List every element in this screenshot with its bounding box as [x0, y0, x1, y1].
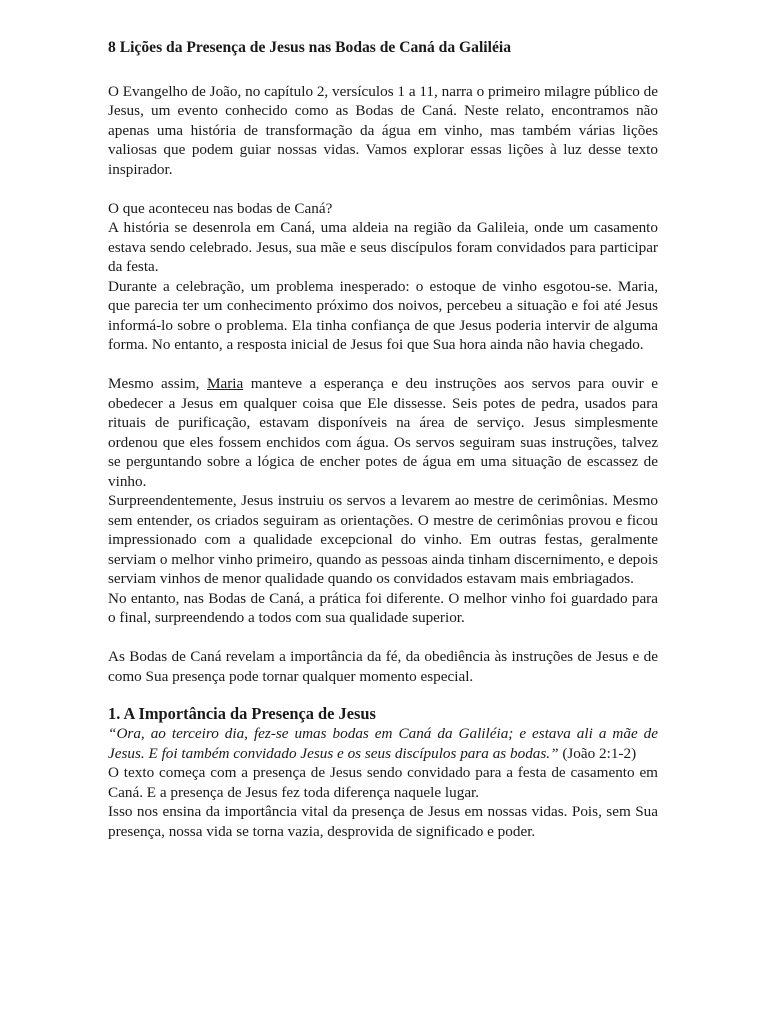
paragraph-6: As Bodas de Caná revelam a importância da fé, da obediência às instruções de Jesus e de como Sua presença pode tornar qualquer momento especial.: [108, 648, 658, 685]
paragraph-1: A história se desenrola em Caná, uma aldeia na região da Galileia, onde um casamento estava sendo celebrado. Jesus, sua mãe e seus discípulos foram convidados para participar da festa.: [108, 219, 658, 275]
quote-1-text: “Ora, ao terceiro dia, fez-se umas bodas em Caná da Galiléia; e estava ali a mãe de Jesus. E foi também convidado Jesus e os seus discípulos para as bodas.”: [108, 725, 658, 762]
quote-1: [108, 724, 658, 763]
maria-link[interactable]: Maria: [206, 375, 244, 392]
section-1-heading: 1. A Importância da Presença de Jesus: [108, 704, 376, 723]
paragraph-8: Isso nos ensina da importância vital da presença de Jesus em nossas vidas. Pois, sem Sua presença, nossa vida se torna vazia, desprovida de significado e poder.: [108, 803, 658, 840]
paragraph-5: No entanto, nas Bodas de Caná, a prática foi diferente. O melhor vinho foi guardado para o final, surpreendendo a todos com sua qualidade superior.: [108, 589, 658, 626]
paragraph-4: Surpreendentemente, Jesus instruiu os servos a levarem ao mestre de cerimônias. Mesmo sem entender, os criados seguiram as orientações. O mestre de cerimônias provou e ficou impressionado com a qualidade excepcional do vinho. Em outras festas, geralmente serviam o melhor vinho primeiro, quando as pessoas ainda tinham discernimento, e depois serviam vinhos de menor qualidade quando os convidados estavam mais embriagados.: [108, 492, 658, 587]
document-title: 8 Lições da Presença de Jesus nas Bodas de Caná da Galiléia: [108, 39, 512, 56]
document-page: [108, 38, 658, 841]
paragraph-3-start: Mesmo assim,: [108, 375, 207, 392]
paragraph-2: Durante a celebração, um problema inesperado: o estoque de vinho esgotou-se. Maria, que parecia ter um conhecimento próximo dos noivos, percebeu a situação e foi até Jesus informá-lo sobre o problema. Ela tinha confiança de que Jesus poderia intervir de alguma forma. No entanto, a resposta inicial de Jesus foi que Sua hora ainda não havia chegado.: [108, 277, 658, 353]
quote-1-reference: (João 2:1-2): [558, 744, 637, 762]
intro-paragraph: O Evangelho de João, no capítulo 2, versículos 1 a 11, narra o primeiro milagre público de Jesus, um evento conhecido como as Bodas de Caná. Neste relato, encontramos não apenas uma história de transformação da água em vinho, mas também várias lições valiosas que podem guiar nossas vidas. Vamos explorar essas lições à luz desse texto inspirador.: [108, 82, 658, 178]
paragraph-3: [108, 374, 658, 491]
paragraph-3-rest: manteve a esperança e deu instruções aos servos para ouvir e obedecer a Jesus em qualquer coisa que Ele dissesse. Seis potes de pedra, usados para rituais de purificação, estavam disponíveis na área de serviço. Jesus simplesmente ordenou que eles fossem enchidos com água. Os servos seguiram suas instruções, talvez se perguntando sobre a lógica de encher potes de água em uma situação de escassez de vinho.: [108, 375, 658, 490]
paragraph-7: O texto começa com a presença de Jesus sendo convidado para a festa de casamento em Caná. E a presença de Jesus fez toda diferença naquele lugar.: [108, 764, 658, 801]
question-line: O que aconteceu nas bodas de Caná?: [108, 199, 333, 217]
